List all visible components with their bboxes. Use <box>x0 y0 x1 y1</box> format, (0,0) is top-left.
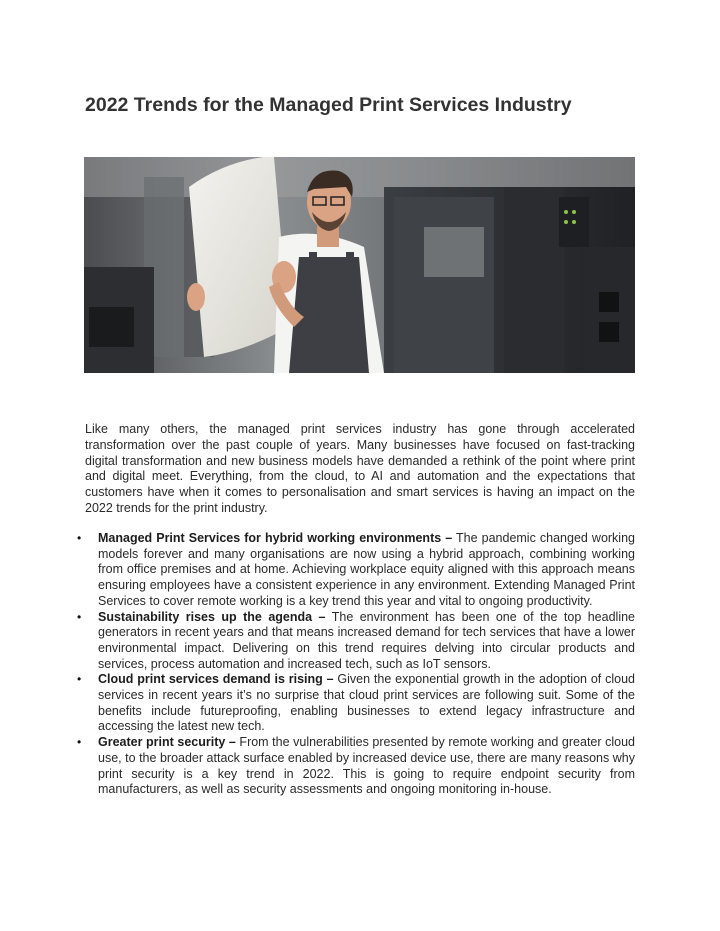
list-item-text: The pandemic changed working models forever and many organisations are now using a hybrid approach, combining working from office premises and at home. Achieving workplace equity aligned with this approach means ensuring employees have a consistent experience in any environment. Extending Managed Print Services to cover remote working is a key trend this year and vital to ongoing productivity. <box>98 531 635 608</box>
list-item <box>77 531 635 610</box>
list-item <box>77 609 635 673</box>
list-item <box>77 735 635 798</box>
list-item-heading: Greater print security – <box>98 735 236 750</box>
list-item-heading: Managed Print Services for hybrid working environments – <box>98 531 453 545</box>
list-item-heading: Cloud print services demand is rising – <box>98 672 334 687</box>
trend-list <box>77 531 635 798</box>
list-item-text: Given the exponential growth in the adoption of cloud services in recent years it’s no surprise that cloud print services are following suit. Some of the benefits include futureproofing, enabling businesses to extend legacy infrastructure and accessing the latest new tech. <box>98 672 635 734</box>
bullet-icon: • <box>77 609 82 624</box>
list-item <box>77 672 635 735</box>
page-title: 2022 Trends for the Managed Print Services Industry <box>85 94 572 116</box>
list-item-heading: Sustainability rises up the agenda – <box>98 609 326 624</box>
list-item-text: The environment has been one of the top headline generators in recent years and that means increased demand for tech services that have a lower environmental impact. Delivering on this trend requires delving into circular products and services, process automation and increased tech, such as IoT sensors. <box>98 609 635 671</box>
bullet-icon: • <box>77 672 82 687</box>
photo-icon <box>84 157 635 373</box>
list-item-text: From the vulnerabilities presented by remote working and greater cloud use, to the broader attack surface enabled by increased device use, there are many reasons why print security is a key trend in 2022. This is going to require endpoint security from manufacturers, as well as security assessments and ongoing monitoring in-house. <box>98 735 635 797</box>
hero-image <box>84 157 635 373</box>
bullet-icon: • <box>77 531 82 545</box>
bullet-icon: • <box>77 735 82 750</box>
intro-paragraph: Like many others, the managed print services industry has gone through accelerated transformation over the past couple of years. Many businesses have focused on fast-tracking digital transformation and new business models have demanded a rethink of the point where print and digital meet. Everything, from the cloud, to AI and automation and the expectations that customers have when it comes to personalisation and smart services is having an impact on the 2022 trends for the print industry. <box>85 422 635 515</box>
